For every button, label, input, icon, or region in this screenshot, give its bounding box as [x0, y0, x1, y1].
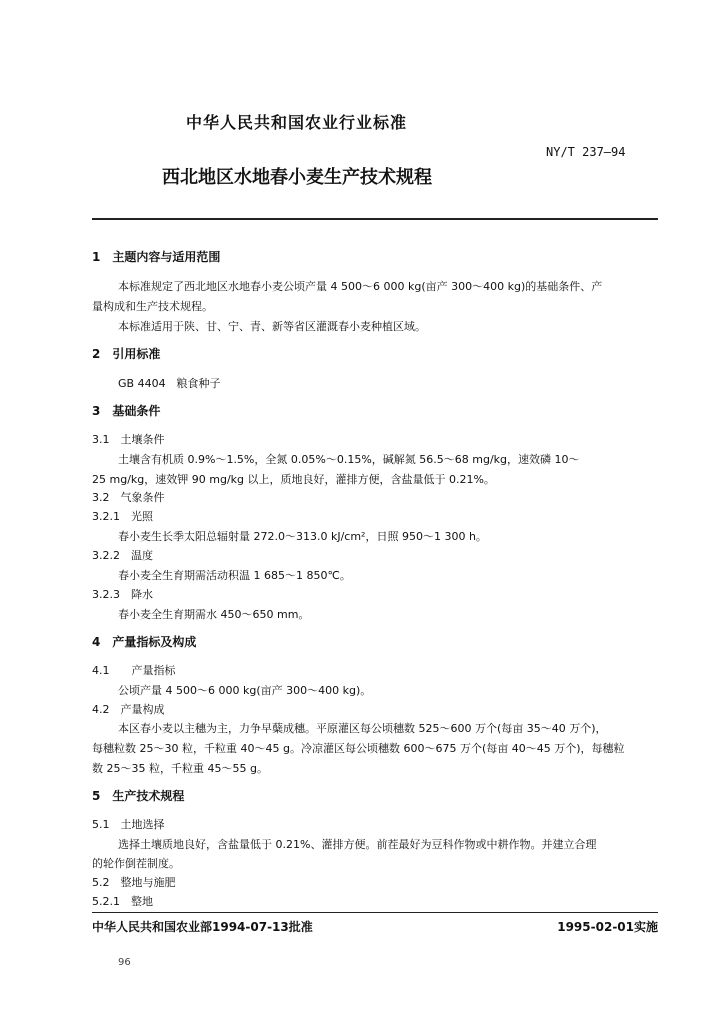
section-3-1-heading: 3.1 土壤条件	[92, 433, 165, 446]
effective-date: 1995-02-01实施	[557, 920, 658, 934]
section-3-1-text-a: 土壤含有机质 0.9%～1.5%，全氮 0.05%～0.15%，碱解氮 56.5～68 mg/kg，速效磷 10～	[118, 453, 580, 466]
page-number: 96	[118, 957, 131, 968]
section-5-2-1-heading: 5.2.1 整地	[92, 895, 153, 908]
section-4-2-text-a: 本区春小麦以主穗为主，力争早蘖成穗。平原灌区每公顷穗数 525～600 万个(每亩 35～40 万个)，	[118, 722, 607, 735]
section-3-1-text-b: 25 mg/kg，速效钾 90 mg/kg 以上，质地良好，灌排方便，含盐量低于 0.21%。	[92, 473, 495, 486]
section-5-1-text-a: 选择土壤质地良好，含盐量低于 0.21%、灌排方便。前茬最好为豆科作物或中耕作物。并建立合理	[118, 838, 597, 851]
section-4-2-text-b: 每穗粒数 25～30 粒，千粒重 40～45 g。冷凉灌区每公顷穗数 600～675 万个(每亩 40～45 万个)，每穗粒	[92, 742, 625, 755]
section-2-heading: 2 引用标准	[92, 347, 161, 361]
org-title: 中华人民共和国农业行业标准	[186, 113, 408, 132]
section-3-2-1-text: 春小麦生长季太阳总辐射量 272.0～313.0 kJ/cm²，日照 950～1 300 h。	[118, 530, 487, 543]
section-3-2-2-heading: 3.2.2 温度	[92, 549, 153, 562]
section-1-para-2: 本标准适用于陕、甘、宁、青、新等省区灌溉春小麦种植区域。	[118, 320, 426, 333]
section-3-2-3-text: 春小麦全生育期需水 450～650 mm。	[118, 608, 310, 621]
section-4-2-text-c: 数 25～35 粒，千粒重 45～55 g。	[92, 762, 268, 775]
top-rule	[92, 218, 658, 220]
section-3-2-2-text: 春小麦全生育期需活动积温 1 685～1 850℃。	[118, 569, 351, 582]
section-4-heading: 4 产量指标及构成	[92, 635, 197, 649]
section-2-reference: GB 4404 粮食种子	[118, 377, 221, 390]
section-5-heading: 5 生产技术规程	[92, 789, 185, 803]
standard-number: NY/T 237—94	[546, 145, 626, 159]
footer-rule	[92, 912, 658, 913]
section-3-2-1-heading: 3.2.1 光照	[92, 510, 153, 523]
document-title: 西北地区水地春小麦生产技术规程	[162, 167, 432, 188]
section-4-1-text: 公顷产量 4 500～6 000 kg(亩产 300～400 kg)。	[118, 684, 372, 697]
approval-date: 中华人民共和国农业部1994-07-13批准	[92, 920, 313, 934]
section-3-2-heading: 3.2 气象条件	[92, 491, 165, 504]
section-1-para-1a: 本标准规定了西北地区水地春小麦公顷产量 4 500～6 000 kg(亩产 300～400 kg)的基础条件、产	[118, 280, 603, 293]
section-4-2-heading: 4.2 产量构成	[92, 703, 165, 716]
section-1-para-1b: 量构成和生产技术规程。	[92, 300, 213, 313]
section-5-1-text-b: 的轮作倒茬制度。	[92, 857, 180, 870]
section-1-heading: 1 主题内容与适用范围	[92, 250, 221, 264]
section-5-2-heading: 5.2 整地与施肥	[92, 876, 176, 889]
section-3-heading: 3 基础条件	[92, 404, 161, 418]
section-5-1-heading: 5.1 土地选择	[92, 818, 165, 831]
section-3-2-3-heading: 3.2.3 降水	[92, 588, 153, 601]
section-4-1-heading: 4.1 产量指标	[92, 664, 176, 677]
